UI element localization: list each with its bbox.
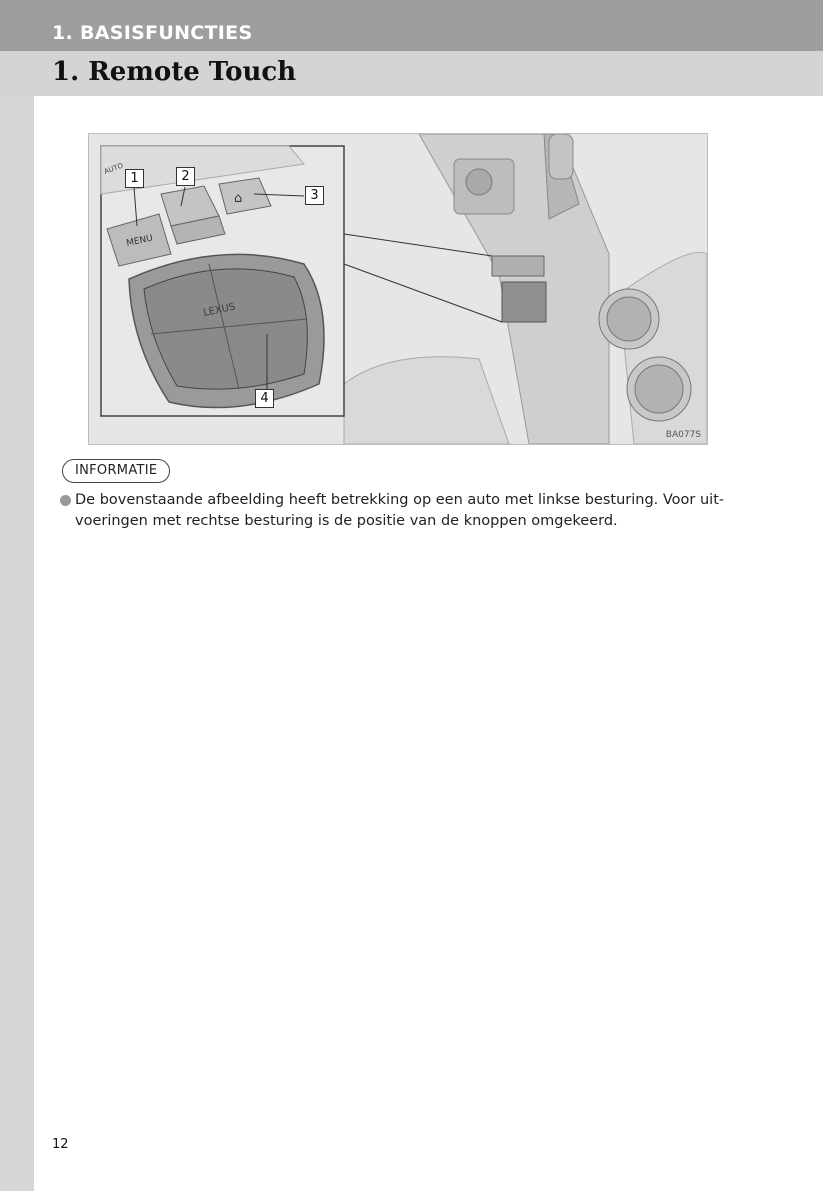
callout-4: 4	[255, 389, 274, 408]
auto-label: AUTO	[102, 161, 125, 176]
information-label: INFORMATIE	[62, 459, 170, 483]
side-band	[0, 0, 34, 1191]
page-number: 12	[52, 1137, 69, 1152]
bullet-dot-icon	[60, 495, 71, 506]
figure-code: BA077S	[665, 430, 701, 440]
section-title: 1. BASISFUNCTIES	[52, 22, 253, 44]
menu-button-label: MENU	[125, 233, 154, 249]
info-bullet-item	[60, 490, 760, 532]
callout-1: 1	[125, 169, 144, 188]
callout-3: 3	[305, 186, 324, 205]
chapter-title: 1. Remote Touch	[52, 57, 297, 87]
home-icon: ⌂	[234, 191, 243, 206]
lexus-logo-label: LEXUS	[202, 301, 237, 319]
remote-touch-figure	[88, 133, 708, 445]
info-bullet-text: De bovenstaande afbeelding heeft betrekking op een auto met linkse besturing. Voor uitvoeringen met rechtse besturing is de positie van de knoppen omgekeerd.	[75, 492, 725, 529]
callout-2: 2	[176, 167, 195, 186]
